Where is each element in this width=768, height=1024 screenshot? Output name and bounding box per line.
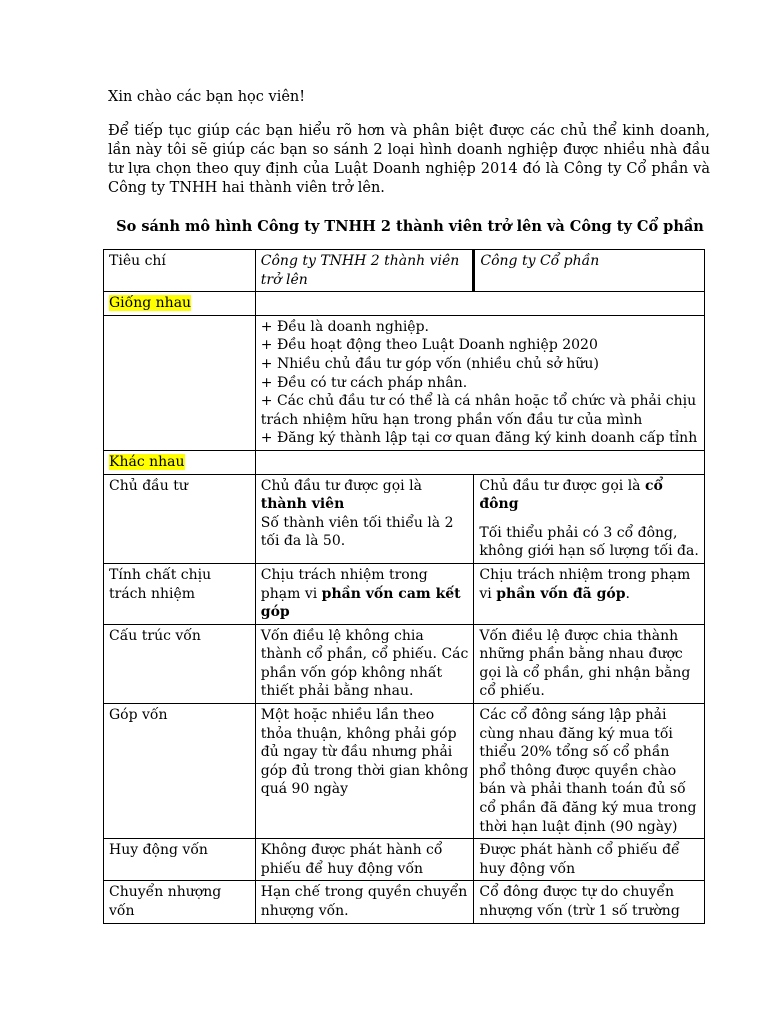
similar-points-cell [255,315,704,450]
row-label: Góp vốn [104,704,256,839]
cell-text: Chủ đầu tư được gọi là [479,477,645,494]
similar-label-row [104,292,705,316]
tnhh-cell: Hạn chế trong quyền chuyển nhượng vốn. [255,881,474,923]
cophan-cell: Cổ đông được tự do chuyển nhượng vốn (trừ 1 số trường [474,881,705,923]
tnhh-cell [255,563,474,624]
diff-label-cell [104,450,256,474]
header-tnhh: Công ty TNHH 2 thành viên trở lên [255,250,474,292]
diff-label: Khác nhau [109,453,185,470]
header-criteria: Tiêu chí [104,250,256,292]
table-row [104,704,705,839]
table-row [104,624,705,703]
tnhh-cell: Không được phát hành cổ phiếu để huy động vốn [255,839,474,881]
similar-point: + Các chủ đầu tư có thể là cá nhân hoặc tổ chức và phải chịu trách nhiệm hữu hạn trong phần vốn đầu tư của mình [260,393,697,428]
empty-cell [255,292,704,316]
similar-point: + Đăng ký thành lập tại cơ quan đăng ký kinh doanh cấp tỉnh [260,430,698,447]
tnhh-cell [255,474,474,563]
cophan-cell [474,563,705,624]
cell-text: Số thành viên tối thiểu là 2 tối đa là 50. [260,514,454,550]
similar-label-cell [104,292,256,316]
comparison-table [103,249,705,924]
empty-cell [255,450,704,474]
similar-point: + Nhiều chủ đầu tư góp vốn (nhiều chủ sở hữu) [260,355,599,372]
cell-text: . [625,585,630,602]
header-cophan: Công ty Cổ phần [474,250,705,292]
cell-bold-text: thành viên [260,496,345,513]
table-header-row [104,250,705,292]
similar-points-row [104,315,705,450]
cell-bold-text: phần vốn đã góp [496,585,626,602]
greeting-text: Xin chào các bạn học viên! [108,89,306,105]
tnhh-cell: Vốn điều lệ không chia thành cổ phần, cổ phiếu. Các phần vốn góp không nhất thiết phải bằng nhau. [255,624,474,703]
cell-text: Chịu trách nhiệm trong phạm vi [260,566,428,602]
comparison-heading: So sánh mô hình Công ty TNHH 2 thành viên trở lên và Công ty Cổ phần [116,218,704,235]
cell-text: Tối thiểu phải có 3 cổ đông, không giới hạn số lượng tối đa. [479,524,699,560]
cophan-cell: Vốn điều lệ được chia thành những phần bằng nhau được gọi là cổ phần, ghi nhận bằng cổ phiếu. [474,624,705,703]
row-label: Tính chất chịu trách nhiệm [104,563,256,624]
empty-cell [104,315,256,450]
row-label: Chủ đầu tư [104,474,256,563]
cophan-cell: Được phát hành cổ phiếu để huy động vốn [474,839,705,881]
table-row [104,563,705,624]
row-label: Huy động vốn [104,839,256,881]
cell-text: Chịu trách nhiệm trong phạm vi [479,566,691,602]
cell-text: Chủ đầu tư được gọi là [260,477,422,494]
similar-point: + Đều hoạt động theo Luật Doanh nghiệp 2020 [260,337,598,354]
cell-bold-text: phần vốn cam kết góp [260,585,461,621]
cell-bold-text: cổ đông [479,477,663,513]
cophan-cell: Các cổ đông sáng lập phải cùng nhau đăng ký mua tối thiểu 20% tổng số cổ phần phổ thông được quyền chào bán và phải thanh toán đủ số cổ phần đã đăng ký mua trong thời hạn luật định (90 ngày) [474,704,705,839]
row-label: Cấu trúc vốn [104,624,256,703]
row-label: Chuyển nhượng vốn [104,881,256,923]
tnhh-cell: Một hoặc nhiều lần theo thỏa thuận, không phải góp đủ ngay từ đầu nhưng phải góp đủ trong thời gian không quá 90 ngày [255,704,474,839]
table-row [104,839,705,881]
cophan-cell [474,474,705,563]
table-row [104,474,705,563]
table-row [104,881,705,923]
similar-point: + Đều là doanh nghiệp. [260,318,430,335]
similar-label: Giống nhau [109,295,192,312]
intro-paragraph: Để tiếp tục giúp các bạn hiểu rõ hơn và phân biệt được các chủ thể kinh doanh, lần này tôi sẽ giúp các bạn so sánh 2 loại hình doanh nghiệp được nhiều nhà đầu tư lựa chọn theo quy định của Luật Doanh nghiệp 2014 đó là Công ty Cổ phần và Công ty TNHH hai thành viên trở lên. [108,123,710,196]
diff-label-row [104,450,705,474]
similar-point: + Đều có tư cách pháp nhân. [260,374,468,391]
